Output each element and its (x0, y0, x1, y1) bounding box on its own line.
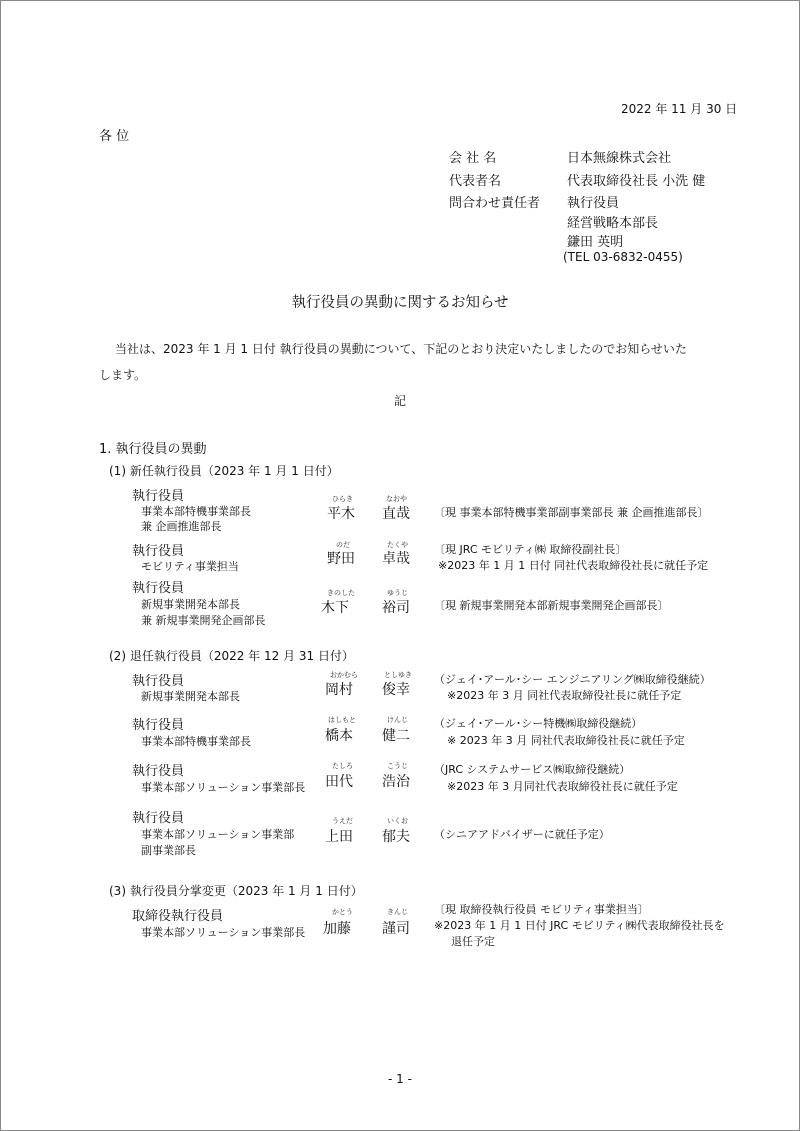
family-name: 岡村 (325, 682, 353, 698)
page-number: - 1 - (388, 1072, 412, 1086)
company-value: 日本無線株式会社 (567, 151, 672, 166)
furigana: おかむら (330, 671, 358, 679)
furigana: たしろ (332, 762, 353, 770)
department: 事業本部特機事業部長 (141, 735, 251, 748)
note: 〔現 事業本部特機事業部副事業部長 兼 企画推進部長〕 (434, 506, 709, 519)
contact-line: 執行役員 (567, 196, 620, 211)
ki-mark: 記 (393, 394, 406, 408)
family-name: 野田 (327, 551, 355, 567)
given-name: 謹司 (382, 921, 410, 937)
note: 〔現 取締役執行役員 モビリティ事業担当〕 (434, 903, 649, 916)
role: 執行役員 (132, 674, 185, 689)
family-name: 加藤 (323, 921, 351, 937)
department: 兼 新規事業開発企画部長 (141, 614, 266, 627)
representative-label: 代表者名 (449, 174, 502, 189)
contact-label: 問合わせ責任者 (449, 196, 541, 211)
furigana: うえだ (332, 817, 353, 825)
role: 執行役員 (132, 581, 185, 596)
given-name: 直哉 (382, 506, 410, 522)
company-label: 会 社 名 (449, 151, 497, 166)
given-name: 卓哉 (382, 551, 410, 567)
page-title: 執行役員の異動に関するお知らせ (291, 295, 509, 311)
department: 事業本部ソリューション事業部長 (141, 781, 306, 794)
family-name: 平木 (327, 506, 355, 522)
department: 事業本部特機事業部長 (141, 505, 251, 518)
note: （シニアアドバイザーに就任予定） (434, 828, 610, 841)
contact-phone: (TEL 03-6832-0455) (563, 250, 683, 264)
furigana: のだ (336, 541, 350, 549)
role: 執行役員 (132, 811, 185, 826)
note: ※ 2023 年 3 月 同社代表取締役社長に就任予定 (447, 734, 685, 747)
note: 退任予定 (451, 935, 495, 948)
family-name: 橋本 (325, 728, 353, 744)
role: 執行役員 (132, 544, 185, 559)
furigana: なおや (386, 495, 407, 503)
note: （ジェイ･アール･シー特機㈱取締役継続） (434, 717, 643, 730)
furigana: こうじ (387, 762, 408, 770)
furigana: いくお (387, 817, 408, 825)
department: 事業本部ソリューション事業部 (141, 828, 295, 841)
role: 取締役執行役員 (132, 909, 224, 924)
furigana: としゆき (384, 671, 412, 679)
furigana: けんじ (387, 716, 408, 724)
furigana: きんじ (387, 908, 408, 916)
family-name: 木下 (321, 600, 349, 616)
intro-line-1: 当社は、2023 年 1 月 1 日付 執行役員の異動について、下記のとおり決定いたしましたのでお知らせいた (115, 342, 687, 356)
department: 新規事業開発本部長 (141, 690, 240, 703)
note: （ジェイ･アール･シー エンジニアリング㈱取締役継続） (434, 673, 711, 686)
given-name: 健二 (382, 728, 410, 744)
note: ※2023 年 1 月 1 日付 同社代表取締役社長に就任予定 (438, 559, 709, 572)
furigana: ひらき (332, 495, 353, 503)
department: モビリティ事業担当 (141, 560, 239, 573)
furigana: かとう (332, 908, 353, 916)
family-name: 上田 (325, 829, 353, 845)
representative-value: 代表取締役社長 小洗 健 (567, 174, 706, 189)
role: 執行役員 (132, 764, 185, 779)
given-name: 裕司 (382, 600, 410, 616)
intro-line-2: します。 (99, 368, 147, 382)
note: 〔現 新規事業開発本部新規事業開発企画部長〕 (434, 599, 669, 612)
subsection-heading-new: (1) 新任執行役員（2023 年 1 月 1 日付） (109, 464, 339, 478)
note: ※2023 年 3 月 同社代表取締役社長に就任予定 (447, 689, 682, 702)
section-heading: 1. 執行役員の異動 (99, 442, 207, 457)
role: 執行役員 (132, 489, 185, 504)
given-name: 郁夫 (382, 829, 410, 845)
note: ※2023 年 3 月同社代表取締役社長に就任予定 (447, 780, 678, 793)
contact-line: 鎌田 英明 (567, 235, 624, 250)
subsection-heading-change: (3) 執行役員分掌変更（2023 年 1 月 1 日付） (109, 884, 363, 898)
subsection-heading-retiring: (2) 退任執行役員（2022 年 12 月 31 日付） (109, 649, 354, 663)
note: （JRC システムサービス㈱取締役継続） (434, 763, 631, 776)
addressee: 各 位 (99, 129, 130, 144)
furigana: きのした (327, 589, 355, 597)
furigana: たくや (387, 541, 408, 549)
note: ※2023 年 1 月 1 日付 JRC モビリティ㈱代表取締役社長を (434, 919, 725, 932)
given-name: 俊幸 (382, 682, 410, 698)
date: 2022 年 11 月 30 日 (621, 102, 738, 116)
given-name: 浩治 (382, 774, 410, 790)
department: 副事業部長 (141, 844, 196, 857)
department: 事業本部ソリューション事業部長 (141, 926, 306, 939)
contact-line: 経営戦略本部長 (567, 216, 659, 231)
role: 執行役員 (132, 718, 185, 733)
family-name: 田代 (325, 774, 353, 790)
note: 〔現 JRC モビリティ㈱ 取締役副社長〕 (434, 543, 627, 556)
furigana: はしもと (328, 716, 356, 724)
furigana: ゆうじ (387, 589, 408, 597)
department: 新規事業開発本部長 (141, 598, 240, 611)
department: 兼 企画推進部長 (141, 520, 222, 533)
